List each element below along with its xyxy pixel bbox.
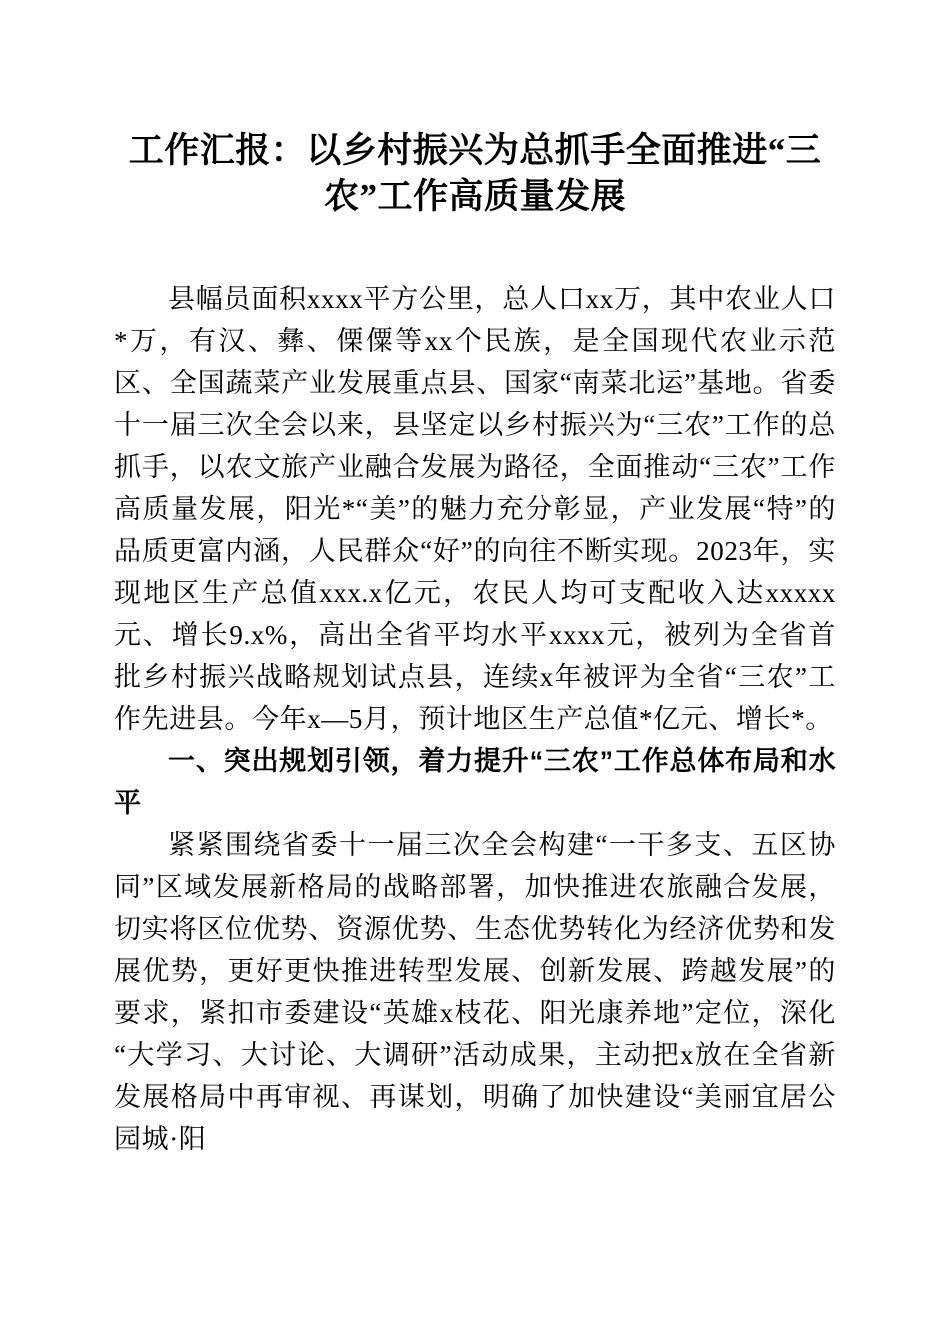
paragraph-overview: 县幅员面积xxxx平方公里，总人口xx万，其中农业人口*万，有汉、彝、傈僳等xx个民族，是全国现代农业示范区、全国蔬菜产业发展重点县、国家“南菜北运”基地。省委十一届三次全会以来，县坚定以乡村振兴为“三农”工作的总抓手，以农文旅产业融合发展为路径，全面推动“三农”工作高质量发展，阳光*“美”的魅力充分彰显，产业发展“特”的品质更富内涵，人民群众“好”的向往不断实现。2023年，实现地区生产总值xxx.x亿元，农民人均可支配收入达xxxxx元、增长9.x%，高出全省平均水平xxxx元，被列为全省首批乡村振兴战略规划试点县，连续x年被评为全省“三农”工作先进县。今年x—5月，预计地区生产总值*亿元、增长*。 [114,284,836,734]
section-heading-1: 一、突出规划引领，着力提升“三农”工作总体布局和水平 [114,746,836,818]
paragraph-section-1-body: 紧紧围绕省委十一届三次全会构建“一干多支、五区协同”区域发展新格局的战略部署，加快推进农旅融合发展，切实将区位优势、资源优势、生态优势转化为经济优势和发展优势，更好更快推进转型发展、创新发展、跨越发展”的要求，紧扣市委建设“英雄x枝花、阳光康养地”定位，深化“大学习、大讨论、大调研”活动成果，主动把x放在全省新发展格局中再审视、再谋划，明确了加快建设“美丽宜居公园城·阳 [114,830,836,1154]
document-text-column [114,0,836,1160]
document-title: 工作汇报：以乡村振兴为总抓手全面推进“三农”工作高质量发展 [128,131,822,216]
